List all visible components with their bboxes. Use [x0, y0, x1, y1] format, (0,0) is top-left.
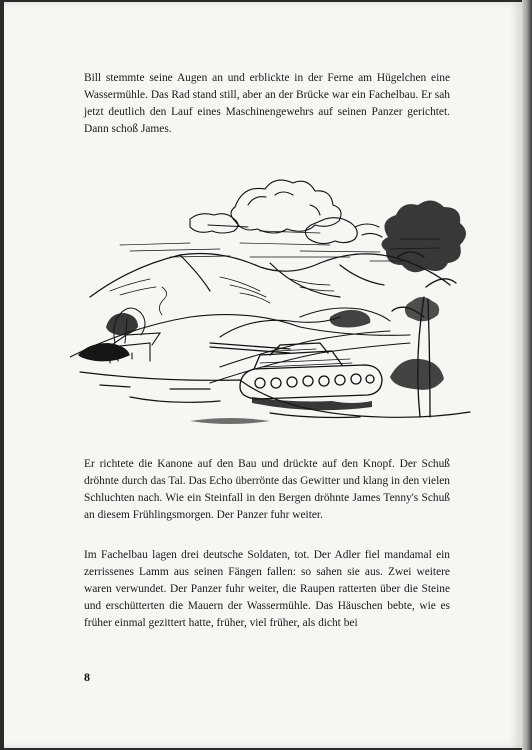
paragraph-1: Bill stemmte seine Augen an und erblickte in der Ferne am Hügelchen eine Wassermühle. Das Rad stand still, aber an der Brücke war ein Fachelbau. Er sah jetzt deutlich den Lauf eines Maschinengewehrs auf seinen Panzer gerichtet. Dann schoß James. — [84, 72, 450, 135]
paragraph-2: Er richtete die Kanone auf den Bau und drückte auf den Knopf. Der Schuß dröhnte durch das Tal. Das Echo überrönte das Gewitter und klang in den vielen Schluchten nach. Wie ein Steinfall in den Bergen dröhnte James Tenny's Schuß an diesem Frühlingsmorgen. Der Panzer fuhr weiter. — [84, 458, 450, 521]
paragraph-3: Im Fachelbau lagen drei deutsche Soldaten, tot. Der Adler fiel mandamal ein zerrissenes Lamm aus seinen Fängen fallen: so sahen sie aus. Zwei weitere waren verwundet. Der Panzer fuhr weiter, die Raupen ratterten über die Steine und erschütterten die Mauern der Wassermühle. Das Häuschen bebte, wie es früher einmal gezittert hatte, früher, viel früher, als dicht bei — [84, 549, 450, 629]
right-tree — [392, 252, 456, 417]
tank-landscape-illustration — [70, 167, 486, 437]
page-number: 8 — [84, 670, 90, 684]
road — [210, 331, 410, 383]
clouds — [190, 180, 382, 243]
book-page-edge — [522, 0, 532, 750]
book-page — [4, 2, 522, 748]
tank — [210, 343, 382, 399]
mountain-shading — [110, 277, 334, 303]
tree-foliage — [78, 200, 466, 424]
